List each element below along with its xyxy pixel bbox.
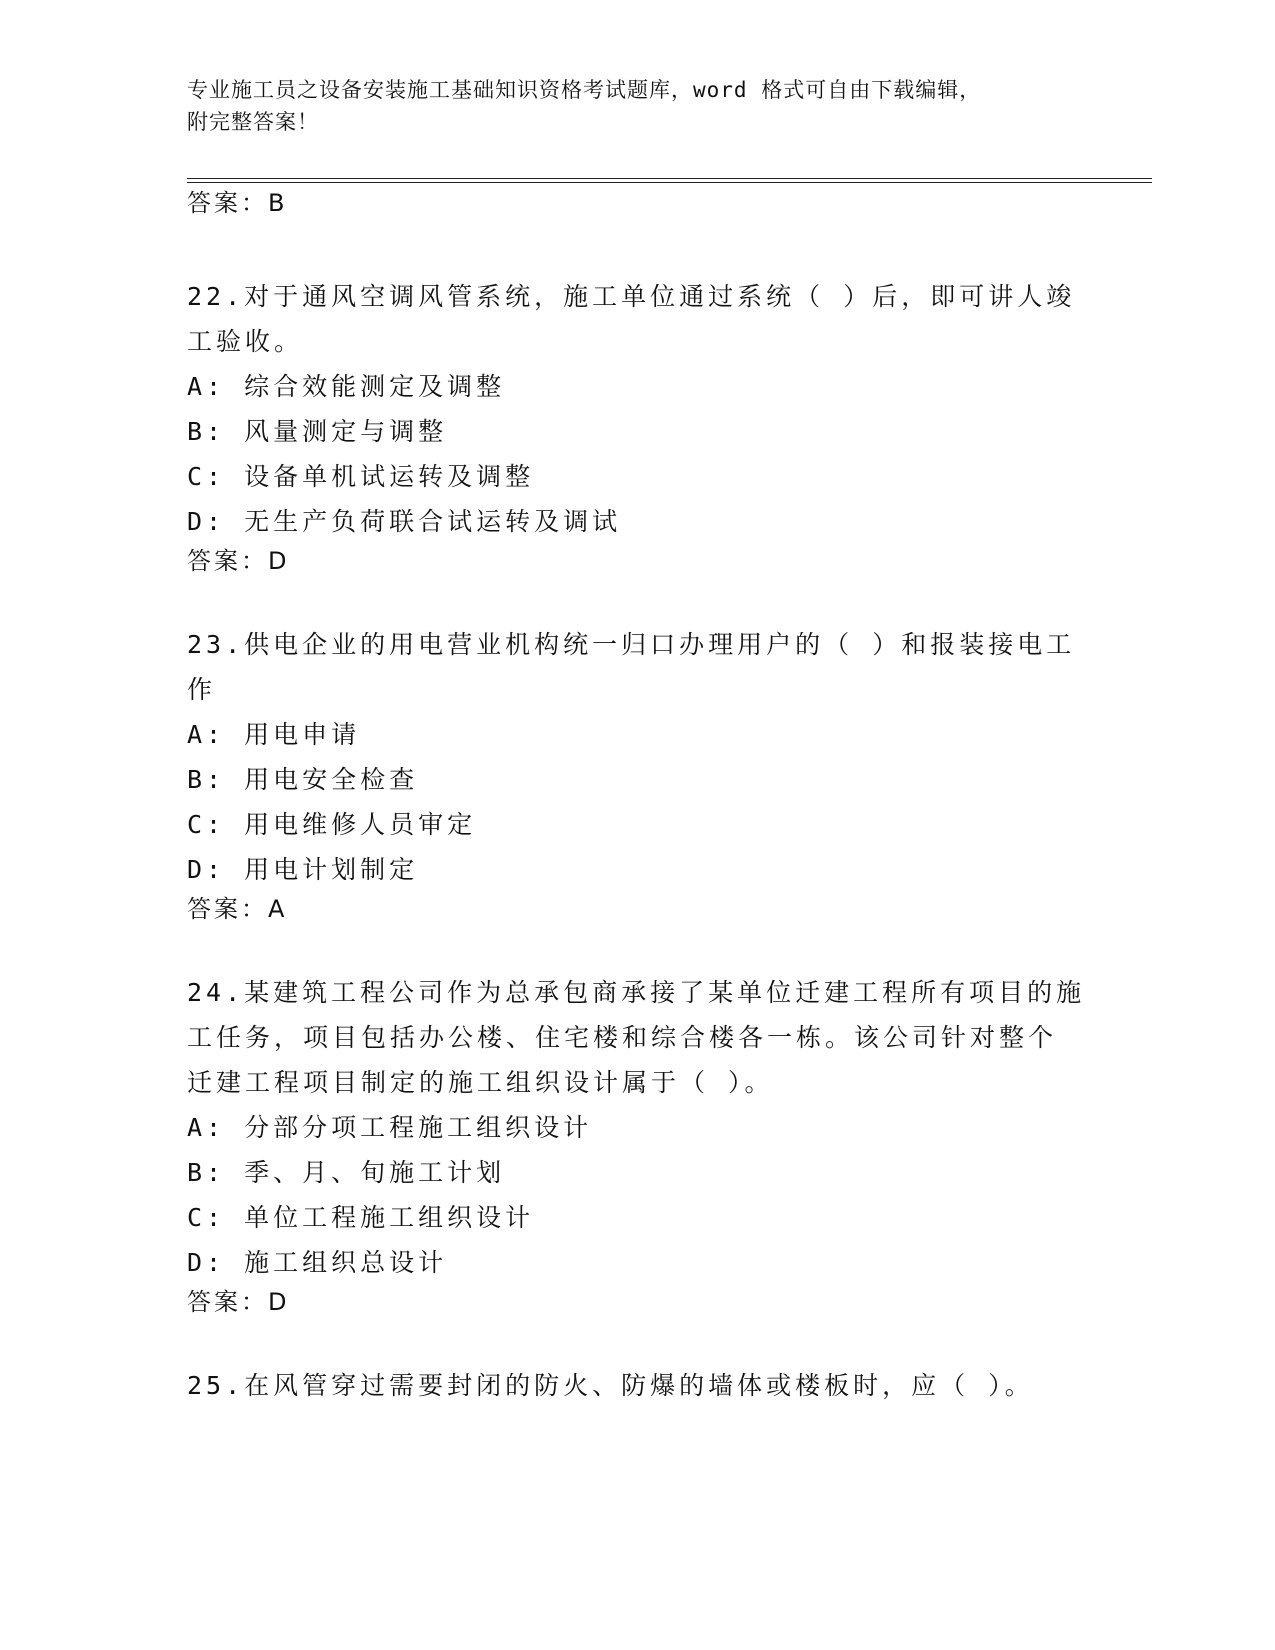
header-divider-bottom	[187, 182, 1152, 183]
question-25	[187, 1363, 1087, 1408]
option-d: D: 无生产负荷联合试运转及调试	[187, 507, 622, 536]
question-line: 作	[187, 675, 217, 704]
question-line: 工验收。	[187, 327, 304, 356]
question-line: 24.某建筑工程公司作为总承包商承接了某单位迁建工程所有项目的施	[187, 978, 1086, 1007]
option-c: C: 设备单机试运转及调整	[187, 462, 535, 491]
answer-label: 答案：	[187, 1288, 268, 1316]
question-line: 工任务，项目包括办公楼、住宅楼和综合楼各一栋。该公司针对整个	[187, 1023, 1058, 1052]
option-d: D: 施工组织总设计	[187, 1248, 448, 1277]
answer-value: D	[268, 1288, 288, 1316]
option-b: B: 风量测定与调整	[187, 417, 448, 446]
answer-23	[187, 892, 1087, 926]
option-a: A: 分部分项工程施工组织设计	[187, 1113, 593, 1142]
question-line: 23.供电企业的用电营业机构统一归口办理用户的（ ）和报装接电工	[187, 630, 1076, 659]
question-23	[187, 622, 1087, 926]
answer-value: B	[268, 189, 286, 217]
header-line-2: 附完整答案！	[187, 110, 319, 134]
option-b: B: 季、月、旬施工计划	[187, 1158, 506, 1187]
question-22	[187, 274, 1087, 578]
answer-22	[187, 544, 1087, 578]
option-a: A: 用电申请	[187, 720, 361, 749]
header-divider-top	[187, 178, 1152, 179]
answer-label: 答案：	[187, 895, 268, 923]
option-c: C: 单位工程施工组织设计	[187, 1203, 535, 1232]
option-d: D: 用电计划制定	[187, 855, 419, 884]
document-header	[187, 74, 1087, 138]
option-b: B: 用电安全检查	[187, 765, 419, 794]
answer-21	[187, 186, 1087, 220]
question-line: 25.在风管穿过需要封闭的防火、防爆的墙体或楼板时，应（ ）。	[187, 1371, 1034, 1400]
option-a: A: 综合效能测定及调整	[187, 372, 506, 401]
option-c: C: 用电维修人员审定	[187, 810, 477, 839]
question-text	[187, 1363, 1087, 1408]
header-line-1: 专业施工员之设备安装施工基础知识资格考试题库，word 格式可自由下载编辑，	[187, 78, 982, 102]
question-line: 22.对于通风空调风管系统，施工单位通过系统（ ）后，即可讲人竣	[187, 282, 1076, 311]
answer-value: A	[268, 895, 286, 923]
question-text	[187, 622, 1087, 712]
question-text	[187, 970, 1087, 1105]
answer-label: 答案：	[187, 547, 268, 575]
question-text	[187, 274, 1087, 364]
answer-24	[187, 1285, 1087, 1319]
answer-value: D	[268, 547, 288, 575]
answer-label: 答案：	[187, 189, 268, 217]
question-24	[187, 970, 1087, 1319]
question-line: 迁建工程项目制定的施工组织设计属于（ ）。	[187, 1068, 774, 1097]
